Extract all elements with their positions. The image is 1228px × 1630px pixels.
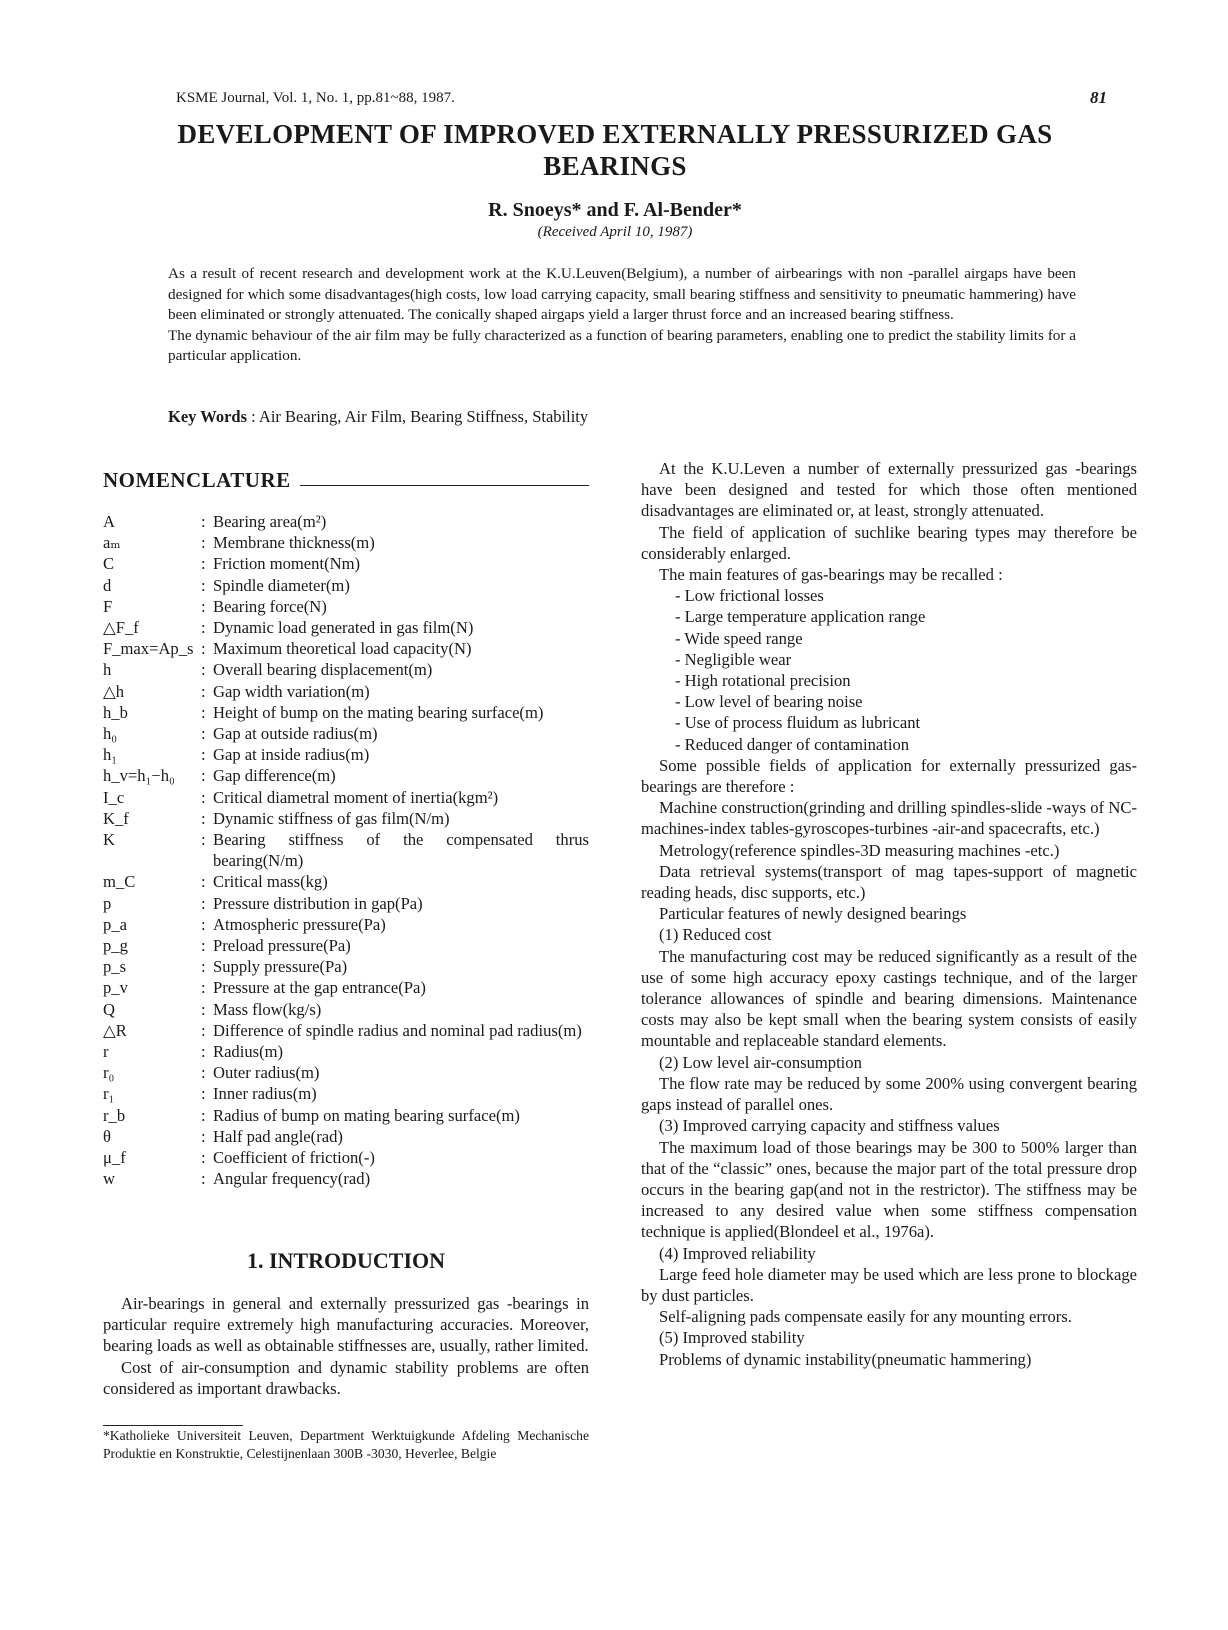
paragraph: Machine construction(grinding and drilling spindles-slide -ways of NC-machines-index tables-gyroscopes-turbines -air-and spacecrafts, etc.) bbox=[641, 798, 1137, 839]
keywords-value: : Air Bearing, Air Film, Bearing Stiffness, Stability bbox=[251, 407, 589, 426]
feature-item: - Large temperature application range bbox=[675, 607, 926, 627]
nomenclature-colon: : bbox=[201, 830, 206, 850]
paragraph: Data retrieval systems(transport of mag tapes-support of magnetic reading heads, disc supports, etc.) bbox=[641, 861, 1137, 903]
nomenclature-colon: : bbox=[201, 1084, 206, 1104]
nomenclature-row bbox=[103, 935, 589, 956]
nomenclature-row bbox=[103, 829, 589, 871]
nomenclature-row bbox=[103, 532, 589, 553]
nomenclature-description: Atmospheric pressure(Pa) bbox=[213, 914, 386, 934]
nomenclature-colon: : bbox=[201, 808, 206, 828]
nomenclature-row bbox=[103, 1126, 589, 1147]
paragraph: The flow rate may be reduced by some 200% using convergent bearing gaps instead of parallel ones. bbox=[641, 1073, 1137, 1115]
nomenclature-description: Dynamic load generated in gas film(N) bbox=[213, 618, 474, 638]
nomenclature-row bbox=[103, 1041, 589, 1062]
nomenclature-description: Gap at outside radius(m) bbox=[213, 724, 378, 744]
nomenclature-symbol: h₁ bbox=[103, 745, 118, 765]
nomenclature-row bbox=[103, 999, 589, 1020]
nomenclature-heading: NOMENCLATURE bbox=[103, 468, 291, 492]
nomenclature-symbol: w bbox=[103, 1169, 115, 1189]
nomenclature-row bbox=[103, 681, 589, 702]
nomenclature-row bbox=[103, 956, 589, 977]
footnote: *Katholieke Universiteit Leuven, Department Werktuigkunde Afdeling Mechanische Produktie en Konstruktie, Celestijnenlaan 300B -3030, Heverlee, Belgie bbox=[103, 1428, 589, 1462]
nomenclature-symbol: p bbox=[103, 893, 112, 913]
paragraph: Particular features of newly designed bearings bbox=[659, 904, 967, 924]
nomenclature-symbol: p_a bbox=[103, 914, 127, 934]
nomenclature-colon: : bbox=[201, 1126, 206, 1146]
nomenclature-rule bbox=[300, 485, 589, 486]
nomenclature-row bbox=[103, 702, 589, 723]
nomenclature-colon: : bbox=[201, 618, 206, 638]
subheading: (2) Low level air-consumption bbox=[659, 1052, 862, 1072]
keywords bbox=[168, 407, 588, 427]
nomenclature-description: Radius of bump on mating bearing surface(m) bbox=[213, 1105, 520, 1125]
nomenclature-symbol: d bbox=[103, 575, 112, 595]
nomenclature-row bbox=[103, 977, 589, 998]
nomenclature-row bbox=[103, 744, 589, 765]
paper-title: DEVELOPMENT OF IMPROVED EXTERNALLY PRESSURIZED GAS BEARINGS bbox=[177, 119, 1053, 181]
nomenclature-description: Angular frequency(rad) bbox=[213, 1169, 371, 1189]
nomenclature-description: Height of bump on the mating bearing surface(m) bbox=[213, 702, 544, 722]
nomenclature-symbol: C bbox=[103, 554, 115, 574]
received-date: (Received April 10, 1987) bbox=[537, 224, 693, 240]
nomenclature-description: Membrane thickness(m) bbox=[213, 533, 375, 553]
nomenclature-row bbox=[103, 1168, 589, 1189]
feature-item: - Low frictional losses bbox=[675, 586, 824, 606]
nomenclature-colon: : bbox=[201, 1169, 206, 1189]
right-column bbox=[641, 458, 1137, 1370]
nomenclature-row bbox=[103, 511, 589, 532]
nomenclature-description: Gap at inside radius(m) bbox=[213, 745, 370, 765]
nomenclature-row bbox=[103, 808, 589, 829]
nomenclature-colon: : bbox=[201, 596, 206, 616]
nomenclature-symbol: Q bbox=[103, 999, 115, 1019]
nomenclature-description: Bearing stiffness of the compensated thrus bearing(N/m) bbox=[213, 830, 589, 871]
nomenclature-row bbox=[103, 1062, 589, 1083]
nomenclature-description: Spindle diameter(m) bbox=[213, 575, 350, 595]
feature-item: - Negligible wear bbox=[675, 649, 792, 669]
nomenclature-colon: : bbox=[201, 512, 206, 531]
nomenclature-colon: : bbox=[201, 1063, 206, 1083]
paragraph: Self-aligning pads compensate easily for any mounting errors. bbox=[659, 1307, 1072, 1327]
introduction-text bbox=[103, 1293, 589, 1399]
footnote-rule bbox=[103, 1425, 243, 1426]
nomenclature-row bbox=[103, 871, 589, 892]
nomenclature-colon: : bbox=[201, 639, 206, 659]
nomenclature-row bbox=[103, 1105, 589, 1126]
nomenclature-description: Pressure distribution in gap(Pa) bbox=[213, 893, 423, 913]
intro-paragraph: Cost of air-consumption and dynamic stability problems are often considered as important drawbacks. bbox=[103, 1357, 589, 1398]
nomenclature-colon: : bbox=[201, 978, 206, 998]
nomenclature-colon: : bbox=[201, 914, 206, 934]
nomenclature-colon: : bbox=[201, 681, 206, 701]
nomenclature-description: Preload pressure(Pa) bbox=[213, 936, 351, 956]
subheading: (1) Reduced cost bbox=[659, 925, 772, 945]
nomenclature-description: Radius(m) bbox=[213, 1042, 284, 1062]
nomenclature-row bbox=[103, 596, 589, 617]
nomenclature-colon: : bbox=[201, 999, 206, 1019]
paragraph: Some possible fields of application for externally pressurized gas-bearings are therefore : bbox=[641, 755, 1137, 797]
nomenclature-row bbox=[103, 914, 589, 935]
paragraph: The manufacturing cost may be reduced significantly as a result of the use of some high accuracy epoxy castings technique, and of the larger tolerance allowances of spindle and bearing dimensions. Maintenance costs may also be kept small when the bearing system consists of easily mountable and replaceable standard elements. bbox=[641, 946, 1137, 1051]
authors: R. Snoeys* and F. Al-Bender* bbox=[488, 199, 742, 221]
nomenclature-colon: : bbox=[201, 936, 206, 956]
nomenclature-description: Critical diametral moment of inertia(kgm²) bbox=[213, 787, 499, 807]
nomenclature-symbol: h_b bbox=[103, 702, 128, 722]
nomenclature-colon: : bbox=[201, 893, 206, 913]
nomenclature-symbol: p_s bbox=[103, 957, 127, 977]
nomenclature-colon: : bbox=[201, 957, 206, 977]
paragraph: The main features of gas-bearings may be recalled : bbox=[659, 565, 1003, 585]
nomenclature-row bbox=[103, 1020, 589, 1041]
page-number: 81 bbox=[1090, 88, 1107, 107]
nomenclature-row bbox=[103, 893, 589, 914]
nomenclature-colon: : bbox=[201, 1020, 206, 1040]
paragraph: The maximum load of those bearings may be 300 to 500% larger than that of the “classic” ones, because the major part of the total pressure drop occurs in the bearing gap(and not in the restrictor). The stiffness may be increased to any desired value when some stiffness compensation technique is applied(Blondeel et al., 1976a). bbox=[641, 1137, 1137, 1242]
nomenclature-row bbox=[103, 575, 589, 596]
nomenclature-row bbox=[103, 765, 589, 786]
nomenclature-symbol: K_f bbox=[103, 808, 129, 828]
nomenclature-symbol: A bbox=[103, 512, 115, 531]
introduction-heading: 1. INTRODUCTION bbox=[246, 1248, 446, 1273]
nomenclature-symbol: h₀ bbox=[103, 724, 118, 744]
nomenclature-description: Outer radius(m) bbox=[213, 1063, 320, 1083]
abstract-paragraph: As a result of recent research and development work at the K.U.Leuven(Belgium), a number of airbearings with non -parallel airgaps have been designed for which some disadvantages(high costs, low load carrying capacity, small bearing stiffness and sensitivity to pneumatic hammering) have been eliminated or strongly attenuated. The conically shaped airgaps yield a larger thrust force and an increased bearing stiffness. bbox=[168, 265, 1076, 324]
abstract-paragraph: The dynamic behaviour of the air film may be fully characterized as a function of bearing parameters, enabling one to predict the stability limits for a particular application. bbox=[168, 326, 1076, 365]
nomenclature-description: Bearing force(N) bbox=[213, 596, 327, 616]
nomenclature-description: Bearing area(m²) bbox=[213, 512, 327, 531]
nomenclature-row bbox=[103, 1083, 589, 1104]
subheading: (3) Improved carrying capacity and stiffness values bbox=[659, 1116, 1000, 1136]
journal-citation: KSME Journal, Vol. 1, No. 1, pp.81~88, 1987. bbox=[176, 90, 455, 106]
nomenclature-colon: : bbox=[201, 1148, 206, 1168]
nomenclature-colon: : bbox=[201, 702, 206, 722]
subheading: (4) Improved reliability bbox=[659, 1243, 816, 1263]
feature-item: - Low level of bearing noise bbox=[675, 692, 863, 712]
paragraph: Metrology(reference spindles-3D measuring machines -etc.) bbox=[659, 840, 1060, 860]
nomenclature-symbol: I_c bbox=[103, 787, 125, 807]
feature-item: - Wide speed range bbox=[675, 628, 803, 648]
nomenclature-symbol: r₁ bbox=[103, 1084, 115, 1104]
nomenclature-symbol: p_v bbox=[103, 978, 128, 998]
nomenclature-row bbox=[103, 617, 589, 638]
nomenclature-row bbox=[103, 638, 589, 659]
nomenclature-colon: : bbox=[201, 766, 206, 786]
nomenclature-description: Inner radius(m) bbox=[213, 1084, 317, 1104]
abstract bbox=[168, 264, 1076, 367]
feature-item: - Use of process fluidum as lubricant bbox=[675, 713, 921, 733]
nomenclature-colon: : bbox=[201, 745, 206, 765]
nomenclature-symbol: h bbox=[103, 660, 112, 680]
nomenclature-colon: : bbox=[201, 1105, 206, 1125]
nomenclature-description: Gap width variation(m) bbox=[213, 681, 370, 701]
nomenclature-row bbox=[103, 659, 589, 680]
paragraph: Problems of dynamic instability(pneumatic hammering) bbox=[659, 1349, 1032, 1369]
nomenclature-symbol: △h bbox=[103, 681, 125, 701]
nomenclature-row bbox=[103, 1147, 589, 1168]
nomenclature-description: Difference of spindle radius and nominal pad radius(m) bbox=[213, 1020, 582, 1040]
nomenclature-colon: : bbox=[201, 554, 206, 574]
subheading: (5) Improved stability bbox=[659, 1328, 805, 1348]
nomenclature-symbol: μ_f bbox=[103, 1148, 126, 1168]
nomenclature-description: Dynamic stiffness of gas film(N/m) bbox=[213, 808, 450, 828]
nomenclature-description: Half pad angle(rad) bbox=[213, 1126, 343, 1146]
feature-item: - Reduced danger of contamination bbox=[675, 734, 910, 754]
nomenclature-description: Coefficient of friction(-) bbox=[213, 1148, 375, 1168]
nomenclature-symbol: r bbox=[103, 1042, 109, 1062]
nomenclature-symbol: θ bbox=[103, 1126, 111, 1146]
keywords-label: Key Words bbox=[168, 407, 247, 426]
nomenclature-colon: : bbox=[201, 533, 206, 553]
nomenclature-symbol: h_v=h₁−h₀ bbox=[103, 766, 175, 786]
nomenclature-colon: : bbox=[201, 872, 206, 892]
intro-paragraph: Air-bearings in general and externally pressurized gas -bearings in particular require extremely high manufacturing accuracies. Moreover, bearing loads as well as obtainable stiffnesses are, usually, rather limited. bbox=[103, 1294, 589, 1356]
nomenclature-symbol: r₀ bbox=[103, 1063, 115, 1083]
nomenclature-colon: : bbox=[201, 575, 206, 595]
nomenclature-description: Supply pressure(Pa) bbox=[213, 957, 348, 977]
nomenclature-colon: : bbox=[201, 724, 206, 744]
nomenclature-symbol: F_max=Ap_s bbox=[103, 639, 194, 659]
nomenclature-description: Mass flow(kg/s) bbox=[213, 999, 322, 1019]
nomenclature-description: Overall bearing displacement(m) bbox=[213, 660, 433, 680]
nomenclature-symbol: △F_f bbox=[103, 618, 139, 638]
nomenclature-symbol: △R bbox=[103, 1020, 127, 1040]
nomenclature-symbol: p_g bbox=[103, 936, 128, 956]
nomenclature-row bbox=[103, 787, 589, 808]
nomenclature-symbol: r_b bbox=[103, 1105, 126, 1125]
nomenclature-description: Maximum theoretical load capacity(N) bbox=[213, 639, 472, 659]
nomenclature-colon: : bbox=[201, 660, 206, 680]
nomenclature-row bbox=[103, 553, 589, 574]
nomenclature-description: Friction moment(Nm) bbox=[213, 554, 361, 574]
nomenclature-description: Pressure at the gap entrance(Pa) bbox=[213, 978, 426, 998]
nomenclature-colon: : bbox=[201, 787, 206, 807]
nomenclature-row bbox=[103, 723, 589, 744]
nomenclature-symbol: aₘ bbox=[103, 533, 121, 553]
paragraph: Large feed hole diameter may be used which are less prone to blockage by dust particles. bbox=[641, 1264, 1137, 1305]
nomenclature-colon: : bbox=[201, 1042, 206, 1062]
nomenclature-description: Gap difference(m) bbox=[213, 766, 336, 786]
paragraph: The field of application of suchlike bearing types may therefore be considerably enlarged. bbox=[641, 522, 1137, 563]
paragraph: At the K.U.Leven a number of externally pressurized gas -bearings have been designed and tested for which those often mentioned disadvantages are eliminated or, at least, strongly attenuated. bbox=[641, 459, 1137, 521]
feature-item: - High rotational precision bbox=[675, 671, 851, 691]
nomenclature-list bbox=[103, 511, 589, 1190]
nomenclature-symbol: m_C bbox=[103, 872, 136, 892]
nomenclature-description: Critical mass(kg) bbox=[213, 872, 328, 892]
nomenclature-symbol: K bbox=[103, 830, 115, 850]
nomenclature-symbol: F bbox=[103, 596, 113, 616]
